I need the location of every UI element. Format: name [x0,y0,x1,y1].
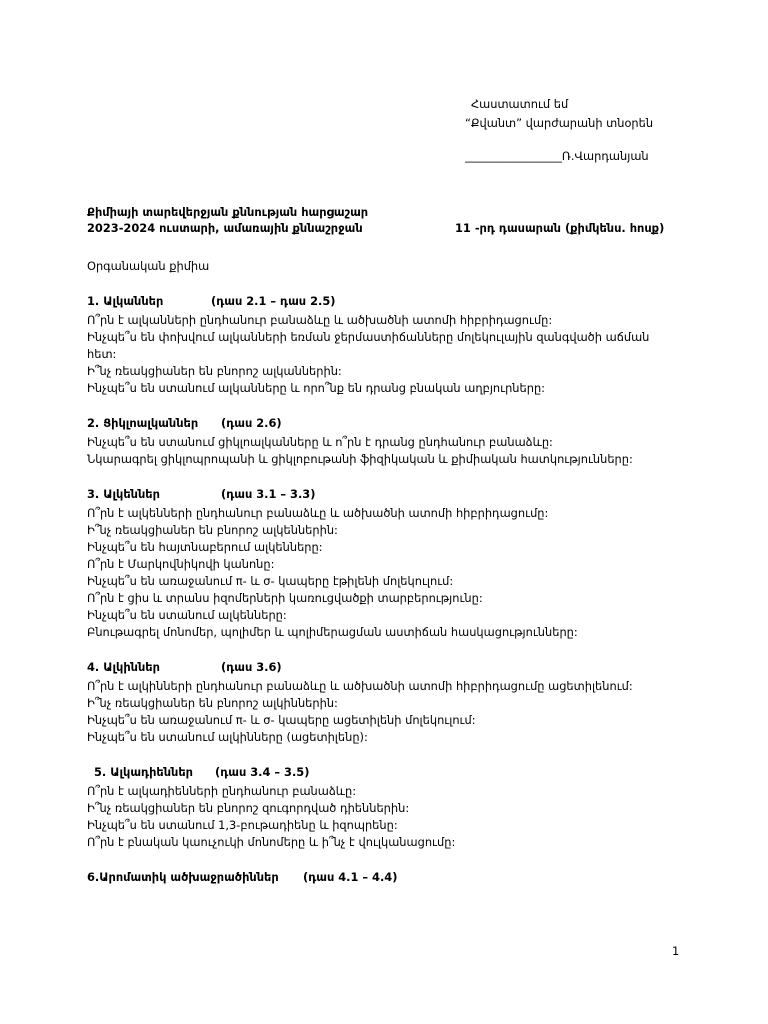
document-body [87,204,687,888]
section-lesson-range: (դաս 4.1 – 4.4) [303,870,398,884]
question: Ի՞նչ ռեակցիաներ են բնորոշ ալկեններին: [87,523,338,537]
approval-signature-line: _________________Ռ.Վարդանյան [465,149,649,163]
question: Ինչպե՞ս են ստանում ալկինները (ացետիլենը): [87,730,368,744]
question: Ո՞րն է ցիս և տրանս իզոմերների կառուցվածքի տարբերությունը: [87,591,483,605]
question: Ո՞րն է բնական կաուչուկի մոնոմերը և ի՞նչ է վուլկանացումը: [87,835,456,849]
document-title: Քիմիայի տարեվերջյան քննության հարցաշար [87,205,369,219]
section-title: 2. Ցիկլոալկաններ [87,416,199,430]
question: Ո՞րն է ալկինների ընդհանուր բանաձևը և ածխածնի ատոմի հիբրիդացումը ացետիլենում: [87,679,633,693]
section-lesson-range: (դաս 3.6) [221,660,282,674]
section-title: 6.Արոմատիկ ածխաջրածիններ [87,870,279,884]
section-cycloalkanes [87,416,687,468]
section-alkadienes [87,765,687,851]
section-lesson-range: (դաս 3.1 – 3.3) [221,487,316,501]
academic-year: 2023-2024 ուստարի, ամառային քննաշրջան [87,221,363,235]
section-title: 4. Ալկիններ [87,660,160,674]
question: Ինչպե՞ս են առաջանում π- և σ- կապերը ացետիլենի մոլեկուլում: [87,713,476,727]
question: Ո՞րն է Մարկովնիկովի կանոնը: [87,557,275,571]
title-row-2 [87,221,687,238]
section-title: 1. Ալկաններ [87,294,164,308]
section-alkynes [87,660,687,746]
question: Ինչպե՞ս են հայտնաբերում ալկենները: [87,540,323,554]
question: Ինչպե՞ս են առաջանում π- և σ- կապերը էթիլենի մոլեկուլում: [87,574,454,588]
subject-heading: Օրգանական քիմիա [87,259,210,273]
section-heading [87,660,687,678]
section-heading [87,294,687,312]
question: Ո՞րն է ալկադիենների ընդհանուր բանաձևը: [87,784,357,798]
question: Ինչպե՞ս են ստանում ալկանները և որո՞նք են դրանց բնական աղբյուրները: [87,381,546,395]
section-lesson-range: (դաս 3.4 – 3.5) [215,765,310,779]
section-heading [87,870,687,888]
approval-line-1: Հաստատում եմ [471,97,569,111]
question: Ինչպե՞ս են ստանում ալկենները: [87,608,287,622]
section-alkenes [87,487,687,641]
section-title: 5. Ալկադիեններ [94,765,193,779]
question: Ինչպե՞ս են ստանում ցիկլոալկանները և ո՞րն է դրանց ընդհանուր բանաձևը: [87,435,553,449]
section-lesson-range: (դաս 2.1 – դաս 2.5) [211,294,336,308]
section-aromatic-hydrocarbons [87,870,687,888]
question: Ինչպե՞ս են ստանում 1,3-բութադիենը և իզոպրենը: [87,818,398,832]
approval-line-2: “Քվանտ” վարժարանի տնօրեն [465,116,654,130]
section-lesson-range: (դաս 2.6) [221,416,282,430]
class-label: 11 -րդ դասարան (քիմկենս. հոսք) [455,221,665,235]
section-heading [87,765,687,783]
question: Ո՞րն է ալկանների ընդհանուր բանաձևը և ածխածնի ատոմի հիբրիդացումը: [87,313,553,327]
page-number: 1 [672,944,680,958]
question: Նկարագրել ցիկլոպրոպանի և ցիկլոբութանի ֆիզիկական և քիմիական հատկությունները: [87,452,633,466]
question: Բնութագրել մոնոմեր, պոլիմեր և պոլիմերացման աստիճան հասկացությունները: [87,625,578,639]
question: Ի՞նչ ռեակցիաներ են բնորոշ զուգորդված դիեններին: [87,801,410,815]
section-title: 3. Ալկեններ [87,487,160,501]
question: Ի՞նչ ռեակցիաներ են բնորոշ ալկաններին: [87,364,342,378]
section-heading [87,416,687,434]
section-alkanes [87,294,687,397]
question: Ո՞րն է ալկենների ընդհանուր բանաձևը և ածխածնի ատոմի հիբրիդացումը: [87,506,549,520]
question: Ինչպե՞ս են փոխվում ալկանների եռման ջերմաստիճանները մոլեկուլային զանգվածի աճման հետ: [87,330,650,361]
question: Ի՞նչ ռեակցիաներ են բնորոշ ալկիններին: [87,696,338,710]
section-heading [87,487,687,505]
